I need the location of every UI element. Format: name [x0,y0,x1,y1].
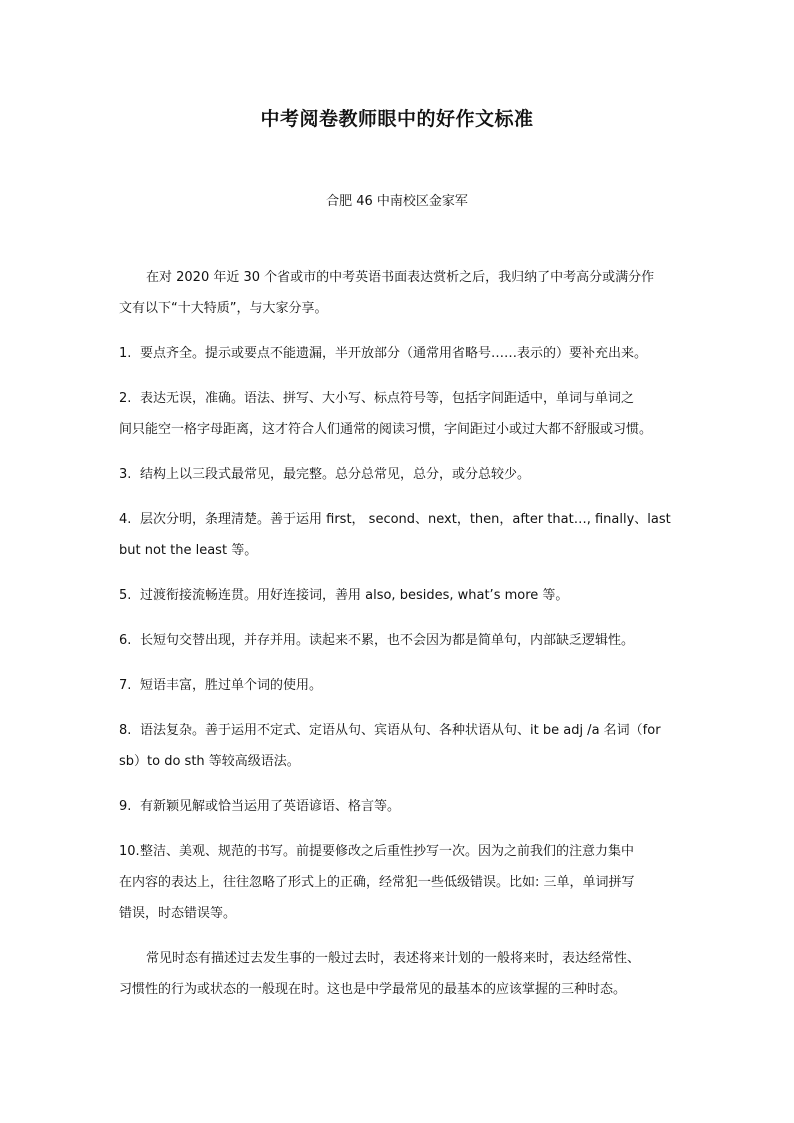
list-item-text: 要点齐全。提示或要点不能遗漏，半开放部分（通常用省略号……表示的）要补充出来。 [140,346,648,361]
list-item-text: 语法复杂。善于运用不定式、定语从句、宾语从句、各种状语从句、it be adj /a 名词（for [140,723,661,738]
list-item [119,338,681,369]
list-item-continuation: sb）to do sth 等较高级语法。 [119,754,300,769]
list-item-line [119,459,681,490]
list-item-number: 8. [119,723,132,738]
author-line: 合肥 46 中南校区金家军 [326,194,468,209]
list-item-continuation: 间只能空一格字母距离，这才符合人们通常的阅读习惯，字间距过小或过大都不舒服或习惯。 [119,422,653,437]
list-item-text: 表达无误，准确。语法、拼写、大小写、标点符号等，包括字间距适中，单词与单词之 [140,391,635,406]
document-body [119,262,681,1005]
closing-line-1: 常见时态有描述过去发生事的一般过去时，表述将来计划的一般将来时，表达经常性、 [146,951,641,966]
list-item-text: 长短句交替出现，并存并用。读起来不累，也不会因为都是简单句，内部缺乏逻辑性。 [140,633,635,648]
closing-line-2: 习惯性的行为或状态的一般现在时。这也是中学最常见的最基本的应该掌握的三种时态。 [119,982,627,997]
list-item-number: 6. [119,633,132,648]
list-item-continuation: but not the least 等。 [119,543,258,558]
list-item [119,670,681,701]
list-item-line [119,836,681,867]
criteria-list [119,338,681,943]
list-item-text: 结构上以三段式最常见，最完整。总分总常见，总分，或分总较少。 [140,467,531,482]
list-item-number: 9. [119,799,132,814]
document-title: 中考阅卷教师眼中的好作文标准 [260,108,534,130]
list-item-number: 5. [119,588,132,603]
closing-paragraph [119,943,681,1005]
intro-line-2: 文有以下“十大特质”，与大家分享。 [119,301,328,316]
list-item [119,836,681,929]
list-item-text: 层次分明，条理清楚。善于运用 first， second、next，then，after that…, finally、last [140,512,671,527]
list-item-line [119,338,681,369]
list-item-number: 10. [119,844,140,859]
list-item-line [119,715,681,746]
list-item-continuation: 错误，时态错误等。 [119,906,237,921]
list-item-text: 有新颖见解或恰当运用了英语谚语、格言等。 [140,799,401,814]
list-item [119,625,681,656]
list-item-line [119,670,681,701]
list-item-number: 1. [119,346,132,361]
list-item [119,791,681,822]
list-item-line [119,580,681,611]
list-item-number: 4. [119,512,132,527]
intro-line-1: 在对 2020 年近 30 个省或市的中考英语书面表达赏析之后，我归纳了中考高分或满分作 [146,270,655,285]
list-item-text: 过渡衔接流畅连贯。用好连接词，善用 also, besides, what’s more 等。 [140,588,569,603]
list-item-text: 短语丰富，胜过单个词的使用。 [140,678,323,693]
list-item-line [119,625,681,656]
intro-paragraph [119,262,681,324]
list-item [119,715,681,777]
list-item-line [119,504,681,535]
list-item-number: 2. [119,391,132,406]
list-item-continuation: 在内容的表达上，往往忽略了形式上的正确，经常犯一些低级错误。比如: 三单，单词拼写 [119,875,635,890]
list-item [119,580,681,611]
list-item-line [119,791,681,822]
list-item [119,459,681,490]
list-item-number: 3. [119,467,132,482]
list-item [119,504,681,566]
list-item-text: 整洁、美观、规范的书写。前提要修改之后重性抄写一次。因为之前我们的注意力集中 [140,844,635,859]
list-item-line [119,383,681,414]
list-item [119,383,681,445]
list-item-number: 7. [119,678,132,693]
